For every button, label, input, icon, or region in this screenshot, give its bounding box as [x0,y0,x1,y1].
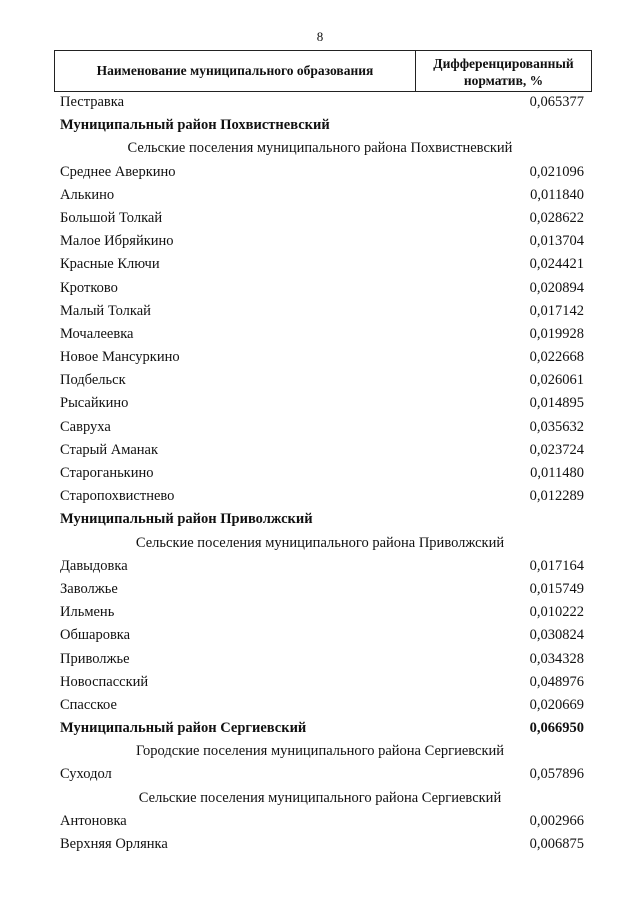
normative-value: 0,034328 [529,650,584,667]
normative-value: 0,030824 [529,627,584,644]
normative-value: 0,065377 [529,94,584,110]
table-row [0,93,640,116]
normative-value: 0,024421 [529,256,584,273]
normative-value: 0,020894 [529,279,584,296]
section-subheader: Сельские поселения муниципального района Сергиевский [138,789,502,806]
municipality-name: Среднее Аверкино [60,163,176,180]
normative-value: 0,020669 [529,696,584,713]
municipality-name: Пестравка [60,94,125,110]
table-body [0,93,640,858]
table-row [0,835,640,858]
table-row [0,626,640,649]
municipality-name: Спасское [60,696,117,713]
normative-value: 0,035632 [529,418,584,435]
municipality-name: Верхняя Орлянка [60,836,168,852]
municipality-name: Кротково [60,279,118,296]
normative-value: 0,057896 [529,766,584,783]
table-row [0,765,640,788]
municipality-name: Обшаровка [60,627,131,644]
normative-value: 0,021096 [529,163,584,180]
section-subheader: Сельские поселения муниципального района Приволжский [135,534,505,551]
table-row [0,209,640,232]
municipality-name: Подбельск [60,372,126,389]
district-name: Муниципальный район Похвистневский [60,117,330,134]
column-header-norm-line1: Дифференцированный [433,55,574,71]
table-row [0,673,640,696]
municipality-name: Большой Толкай [60,209,163,226]
normative-value: 0,014895 [529,395,584,412]
table-row [0,302,640,325]
table-row [0,279,640,302]
normative-value: 0,010222 [529,604,584,621]
municipality-name: Малое Ибряйкино [60,233,174,250]
normative-value: 0,019928 [529,325,584,342]
section-subheader-row [0,534,640,557]
municipality-name: Рысайкино [60,395,129,412]
normative-value: 0,048976 [529,673,584,690]
table-row [0,441,640,464]
municipality-name: Заволжье [60,580,118,597]
district-row [0,116,640,139]
column-header-norm-line2: норматив, % [463,72,544,88]
normative-value: 0,002966 [529,812,584,829]
municipality-name: Ильмень [60,604,115,621]
table-header [54,50,592,92]
municipality-name: Красные Ключи [60,256,160,273]
table-row [0,696,640,719]
municipality-name: Суходол [60,766,112,783]
municipality-name: Новоспасский [60,673,149,690]
normative-value: 0,023724 [529,441,584,458]
municipality-name: Малый Толкай [60,302,151,319]
normative-value: 0,011480 [530,465,584,481]
normative-value: 0,017164 [529,557,584,574]
district-name: Муниципальный район Сергиевский [60,720,307,737]
municipality-name: Приволжье [60,650,130,667]
normative-value: 0,028622 [529,209,584,226]
table-row [0,580,640,603]
table-row [0,348,640,371]
municipality-name: Алькино [60,186,115,203]
table-row [0,163,640,186]
table-row [0,232,640,255]
column-header-name: Наименование муниципального образования [55,51,416,91]
normative-value: 0,022668 [529,349,584,366]
district-row [0,510,640,533]
municipality-name: Антоновка [60,812,127,829]
municipality-name: Староганькино [60,465,154,481]
normative-value: 0,066950 [529,720,584,737]
section-subheader-row [0,789,640,812]
municipality-name: Давыдовка [60,557,128,574]
normative-value: 0,013704 [529,233,584,250]
municipality-name: Старопохвистнево [60,488,175,505]
municipality-name: Старый Аманак [60,441,159,458]
normative-value: 0,011840 [530,186,584,203]
table-row [0,371,640,394]
table-row [0,186,640,209]
page-number: 8 [316,29,324,44]
table-row [0,394,640,417]
column-header-norm [416,51,591,91]
municipality-name: Мочалеевка [60,325,134,342]
table-row [0,325,640,348]
normative-value: 0,006875 [529,836,584,852]
section-subheader: Сельские поселения муниципального района Похвистневский [127,140,513,157]
table-row [0,650,640,673]
table-row [0,418,640,441]
normative-value: 0,012289 [529,488,584,505]
normative-value: 0,015749 [529,580,584,597]
district-row [0,719,640,742]
municipality-name: Савруха [60,418,111,435]
table-row [0,603,640,626]
district-name: Муниципальный район Приволжский [60,511,313,528]
table-row [0,255,640,278]
normative-value: 0,026061 [529,372,584,389]
municipality-name: Новое Мансуркино [60,349,180,366]
section-subheader-row [0,139,640,162]
table-row [0,812,640,835]
section-subheader-row [0,742,640,765]
table-row [0,487,640,510]
normative-value: 0,017142 [529,302,584,319]
table-row [0,464,640,487]
table-row [0,557,640,580]
section-subheader: Городские поселения муниципального района Сергиевский [135,743,505,760]
